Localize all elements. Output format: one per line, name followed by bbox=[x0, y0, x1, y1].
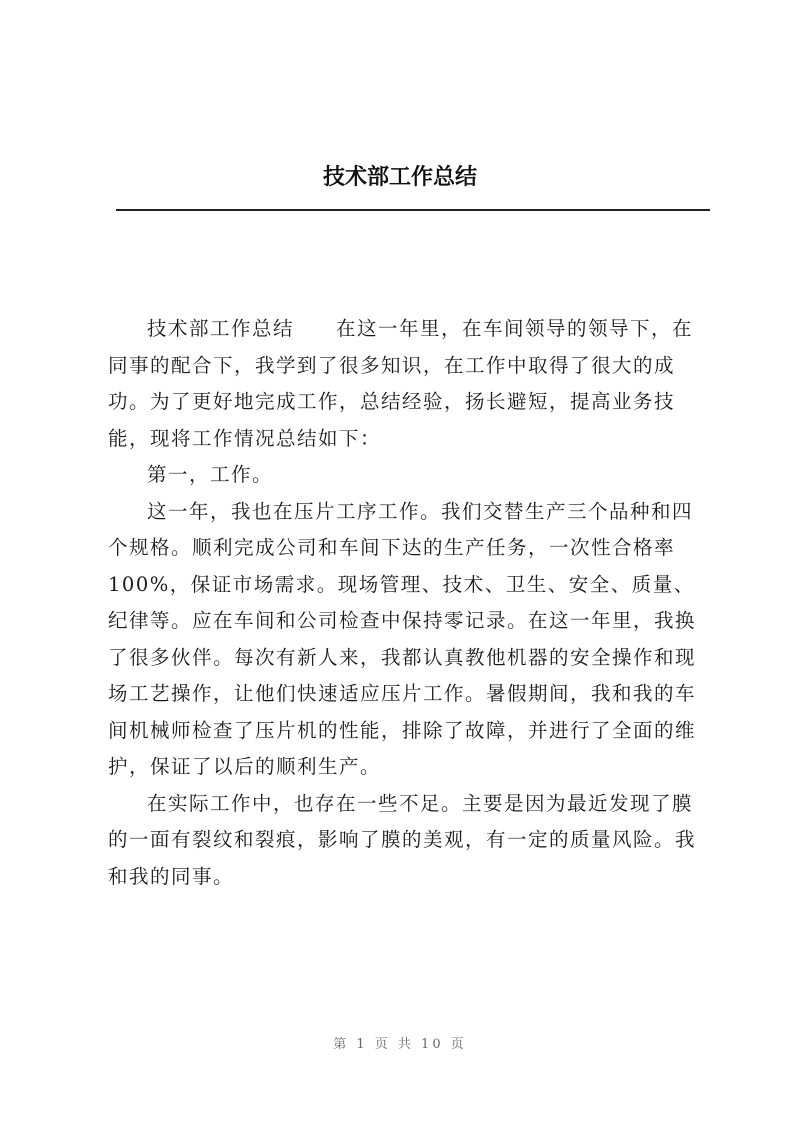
paragraph: 这一年，我也在压片工序工作。我们交替生产三个品种和四个规格。顺利完成公司和车间下达的生产任务，一次性合格率100%，保证市场需求。现场管理、技术、卫生、安全、质量、纪律等。应在车间和公司检查中保持零记录。在这一年里，我换了很多伙伴。每次有新人来，我都认真教他机器的安全操作和现场工艺操作，让他们快速适应压片工作。暑假期间，我和我的车间机械师检查了压片机的性能，排除了故障，并进行了全面的维护，保证了以后的顺利生产。 bbox=[108, 499, 697, 778]
title-divider bbox=[116, 209, 710, 211]
document-body bbox=[108, 311, 708, 895]
paragraph: 在实际工作中，也存在一些不足。主要是因为最近发现了膜的一面有裂纹和裂痕，影响了膜的美观，有一定的质量风险。我和我的同事。 bbox=[108, 791, 697, 888]
paragraph: 第一，工作。 bbox=[147, 463, 274, 486]
paragraph: 技术部工作总结 在这一年里，在车间领导的领导下，在同事的配合下，我学到了很多知识，在工作中取得了很大的成功。为了更好地完成工作，总结经验，扬长避短，提高业务技能，现将工作情况总结如下： bbox=[108, 317, 694, 450]
document-title: 技术部工作总结 bbox=[322, 165, 477, 190]
page-number-footer: 第 1 页 共 10 页 bbox=[333, 1037, 467, 1052]
